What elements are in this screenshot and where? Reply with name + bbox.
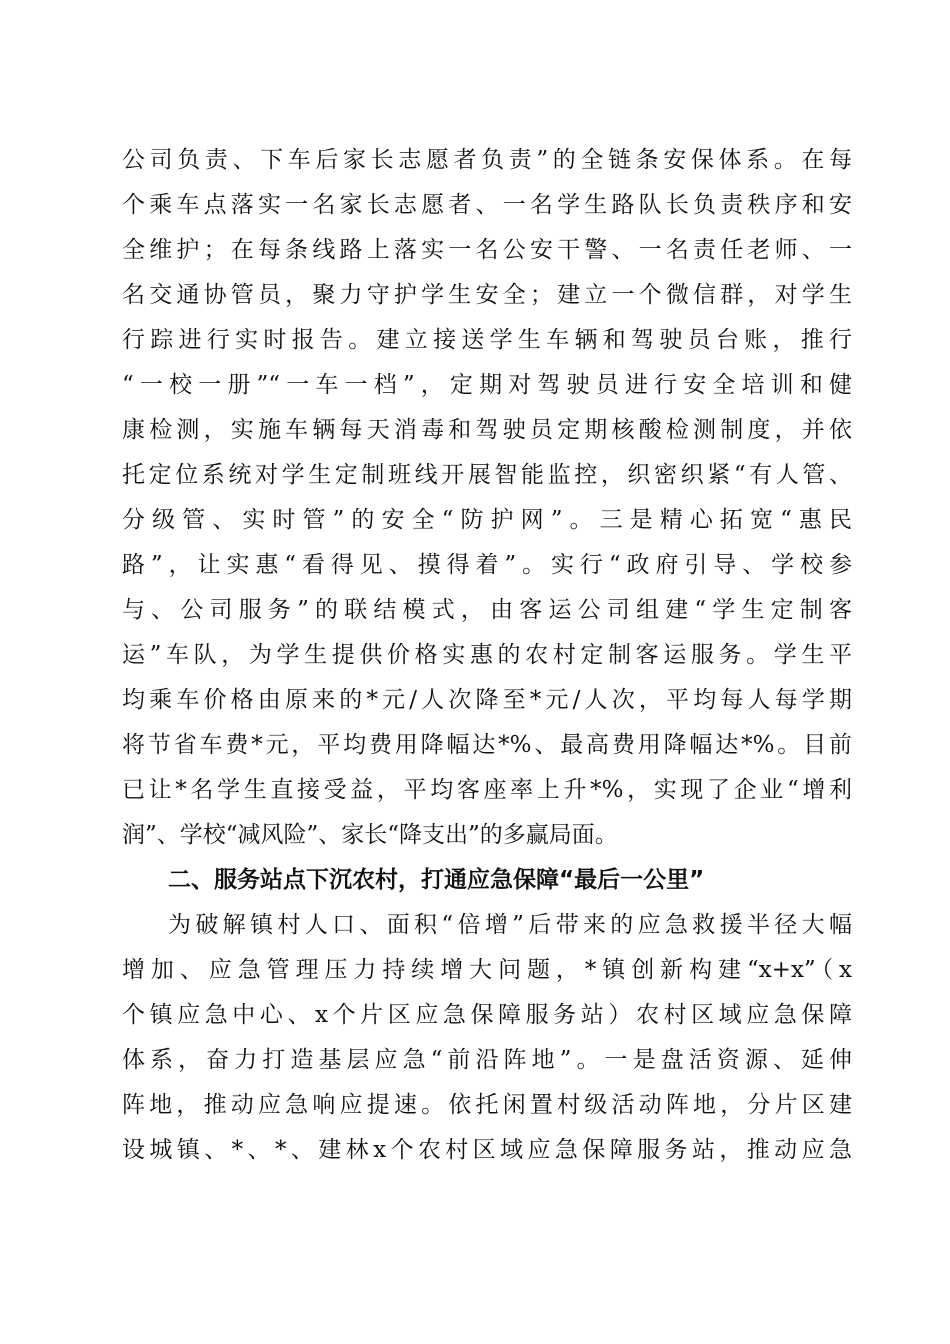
paragraph-2-line: 体系，奋力打造基层应急“前沿阵地”。一是盘活资源、延伸 xyxy=(122,1047,852,1073)
paragraph-1-line: 康检测，实施车辆每天消毒和驾驶员定期核酸检测制度，并依 xyxy=(122,417,852,443)
paragraph-1-line: 运”车队，为学生提供价格实惠的农村定制客运服务。学生平 xyxy=(122,642,852,668)
paragraph-1-line: 公司负责、下车后家长志愿者负责”的全链条安保体系。在每 xyxy=(122,147,852,173)
paragraph-2-line: 增加、应急管理压力持续增大问题，*镇创新构建“x+x”（x xyxy=(122,957,852,983)
paragraph-1-line: 均乘车价格由原来的*元/人次降至*元/人次，平均每人每学期 xyxy=(122,687,852,713)
paragraph-1-line: 与、公司服务”的联结模式，由客运公司组建“学生定制客 xyxy=(122,597,852,623)
paragraph-1-line: 名交通协管员，聚力守护学生安全；建立一个微信群，对学生 xyxy=(122,282,852,308)
paragraph-1-line: 已让*名学生直接受益，平均客座率上升*%，实现了企业“增利 xyxy=(122,777,852,803)
paragraph-2-line: 为破解镇村人口、面积“倍增”后带来的应急救援半径大幅 xyxy=(168,912,852,938)
paragraph-2-line: 个镇应急中心、x个片区应急保障服务站）农村区域应急保障 xyxy=(122,1002,852,1028)
paragraph-1-line: 将节省车费*元，平均费用降幅达*%、最高费用降幅达*%。目前 xyxy=(122,732,852,758)
paragraph-1-line: 分级管、实时管”的安全“防护网”。三是精心拓宽“惠民 xyxy=(122,507,852,533)
paragraph-1-line: 托定位系统对学生定制班线开展智能监控，织密织紧“有人管、 xyxy=(122,462,852,488)
paragraph-1-line: 路”，让实惠“看得见、摸得着”。实行“政府引导、学校参 xyxy=(122,552,852,578)
paragraph-2-line: 阵地，推动应急响应提速。依托闲置村级活动阵地，分片区建 xyxy=(122,1092,852,1118)
paragraph-2-line: 设城镇、*、*、建林x个农村区域应急保障服务站，推动应急 xyxy=(122,1137,852,1163)
section-heading: 二、服务站点下沉农村，打通应急保障“最后一公里” xyxy=(168,867,705,893)
paragraph-1-line: 润”、学校“减风险”、家长“降支出”的多赢局面。 xyxy=(122,822,618,848)
paragraph-1-line: “一校一册”“一车一档”，定期对驾驶员进行安全培训和健 xyxy=(122,372,852,398)
paragraph-1-line: 全维护；在每条线路上落实一名公安干警、一名责任老师、一 xyxy=(122,237,852,263)
paragraph-1-line: 个乘车点落实一名家长志愿者、一名学生路队长负责秩序和安 xyxy=(122,192,852,218)
paragraph-1-line: 行踪进行实时报告。建立接送学生车辆和驾驶员台账，推行 xyxy=(122,327,852,353)
